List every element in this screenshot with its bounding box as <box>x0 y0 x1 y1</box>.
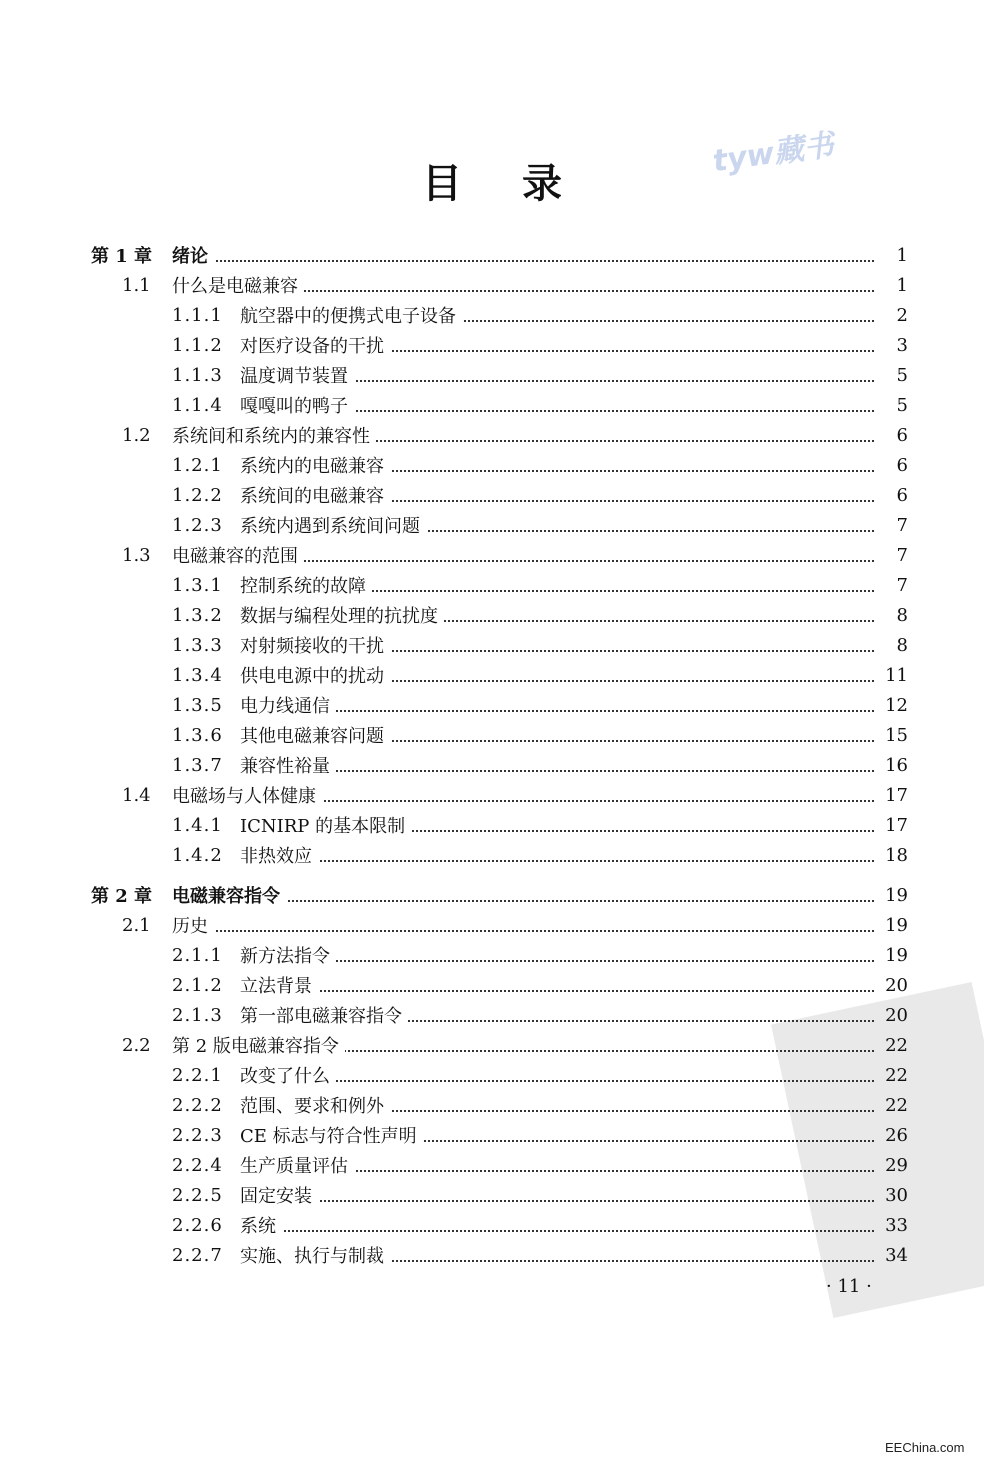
toc-entry-number: 1.4 <box>122 784 151 806</box>
toc-entry-number: 2.1.1 <box>172 944 223 966</box>
toc-entry-page: 3 <box>896 334 908 356</box>
toc-entry-page: 22 <box>885 1064 908 1086</box>
toc-entry-title: 对射频接收的干扰 <box>240 632 390 658</box>
toc-entry[interactable] <box>0 970 984 1000</box>
toc-entry[interactable] <box>0 1120 984 1150</box>
toc-entry-page: 6 <box>896 484 908 506</box>
toc-entry[interactable] <box>0 330 984 360</box>
toc-entry-title: ICNIRP 的基本限制 <box>240 812 411 838</box>
toc-entry-page: 19 <box>885 884 908 906</box>
toc-entry-page: 17 <box>885 784 908 806</box>
toc-entry-page: 6 <box>896 424 908 446</box>
toc-entry[interactable] <box>0 450 984 480</box>
toc-entry[interactable] <box>0 600 984 630</box>
watermark: tyw藏书 <box>710 127 836 180</box>
toc-entry-title: 系统间和系统内的兼容性 <box>172 422 376 448</box>
toc-entry-page: 26 <box>885 1124 908 1146</box>
toc-entry-number: 1.2 <box>122 424 151 446</box>
toc-entry-number: 2.2.6 <box>172 1214 223 1236</box>
toc-entry-title: 温度调节装置 <box>240 362 354 388</box>
toc-entry-title: 改变了什么 <box>240 1062 336 1088</box>
toc-entry-page: 33 <box>885 1214 908 1236</box>
toc-entry-page: 22 <box>885 1034 908 1056</box>
toc-entry-page: 8 <box>896 604 908 626</box>
toc-entry-page: 17 <box>885 814 908 836</box>
toc-entry-page: 20 <box>885 974 908 996</box>
toc-entry-page: 22 <box>885 1094 908 1116</box>
toc-entry[interactable] <box>0 420 984 450</box>
toc-entry-title: 非热效应 <box>240 842 318 868</box>
toc-entry-page: 6 <box>896 454 908 476</box>
toc-entry-title: 对医疗设备的干扰 <box>240 332 390 358</box>
toc-entry-title: 兼容性裕量 <box>240 752 336 778</box>
toc-entry[interactable] <box>0 570 984 600</box>
toc-entry-title: 范围、要求和例外 <box>240 1092 390 1118</box>
toc-entry-number: 第 1 章 <box>91 246 153 267</box>
toc-entry[interactable] <box>0 1000 984 1030</box>
toc-entry[interactable] <box>0 660 984 690</box>
toc-entry-title: 新方法指令 <box>240 942 336 968</box>
toc-entry-number: 2.2.3 <box>172 1124 223 1146</box>
toc-entry-title: 第一部电磁兼容指令 <box>240 1002 408 1028</box>
toc-entry-number: 1.3.5 <box>172 694 223 716</box>
toc-entry[interactable] <box>0 240 984 270</box>
toc-entry[interactable] <box>0 1180 984 1210</box>
toc-entry[interactable] <box>0 1030 984 1060</box>
toc-entry[interactable] <box>0 390 984 420</box>
toc-entry-title: 历史 <box>172 912 214 938</box>
toc-entry-page: 1 <box>896 274 908 296</box>
toc-entry-page: 5 <box>896 364 908 386</box>
toc-entry-number: 1.4.1 <box>172 814 223 836</box>
toc-entry-number: 1.3.1 <box>172 574 223 596</box>
toc-entry[interactable] <box>0 750 984 780</box>
toc-entry-page: 15 <box>885 724 908 746</box>
site-mark: EEChina.com <box>885 1440 965 1455</box>
toc-entry-page: 8 <box>896 634 908 656</box>
toc-entry-title: 固定安装 <box>240 1182 318 1208</box>
toc-entry[interactable] <box>0 720 984 750</box>
toc-entry-page: 29 <box>885 1154 908 1176</box>
toc-entry-page: 11 <box>885 664 908 686</box>
toc-entry-number: 2.2.5 <box>172 1184 223 1206</box>
toc-entry[interactable] <box>0 540 984 570</box>
toc-entry-number: 1.3.4 <box>172 664 223 686</box>
toc-entry-number: 1.2.2 <box>172 484 223 506</box>
toc-entry[interactable] <box>0 810 984 840</box>
toc-entry-page: 19 <box>885 914 908 936</box>
toc-entry[interactable] <box>0 360 984 390</box>
toc-entry-title: 立法背景 <box>240 972 318 998</box>
toc-entry[interactable] <box>0 510 984 540</box>
toc-entry-number: 1.1.1 <box>172 304 223 326</box>
toc-entry[interactable] <box>0 480 984 510</box>
toc-entry[interactable] <box>0 1240 984 1270</box>
toc-entry-page: 16 <box>885 754 908 776</box>
toc-entry-title: 数据与编程处理的抗扰度 <box>240 602 444 628</box>
toc-entry-number: 2.2 <box>122 1034 151 1056</box>
toc-entry-number: 1.3 <box>122 544 151 566</box>
toc-entry[interactable] <box>0 1150 984 1180</box>
toc-entry-title: 生产质量评估 <box>240 1152 354 1178</box>
toc-entry-title: 电磁兼容指令 <box>172 882 286 908</box>
toc-entry[interactable] <box>0 780 984 810</box>
table-of-contents <box>0 240 984 1270</box>
toc-entry-page: 7 <box>896 514 908 536</box>
toc-entry[interactable] <box>0 1060 984 1090</box>
toc-entry-number: 2.1 <box>122 914 151 936</box>
toc-entry-number: 1.3.6 <box>172 724 223 746</box>
toc-entry[interactable] <box>0 270 984 300</box>
toc-entry-number: 1.4.2 <box>172 844 223 866</box>
toc-entry-number: 2.1.2 <box>172 974 223 996</box>
toc-entry-number: 2.2.1 <box>172 1064 223 1086</box>
toc-entry-title: 供电电源中的扰动 <box>240 662 390 688</box>
toc-entry-title: 电磁场与人体健康 <box>172 782 322 808</box>
toc-entry-page: 30 <box>885 1184 908 1206</box>
toc-entry-page: 1 <box>896 244 908 266</box>
toc-entry-title: CE 标志与符合性声明 <box>240 1122 423 1148</box>
toc-entry-page: 19 <box>885 944 908 966</box>
toc-entry-title: 电磁兼容的范围 <box>172 542 304 568</box>
dot-leader <box>240 1198 874 1202</box>
toc-entry-page: 5 <box>896 394 908 416</box>
toc-entry[interactable] <box>0 880 984 910</box>
toc-entry-title: 控制系统的故障 <box>240 572 372 598</box>
dot-leader <box>240 1228 874 1232</box>
toc-entry-number: 1.1.4 <box>172 394 223 416</box>
toc-entry-title: 系统内遇到系统间问题 <box>240 512 426 538</box>
page-number: · 11 · <box>826 1276 872 1297</box>
dot-leader <box>240 858 874 862</box>
toc-entry-title: 第 2 版电磁兼容指令 <box>172 1032 345 1058</box>
toc-entry-title: 绪论 <box>172 242 214 268</box>
toc-entry-number: 1.3.3 <box>172 634 223 656</box>
toc-entry[interactable] <box>0 1210 984 1240</box>
toc-entry[interactable] <box>0 1090 984 1120</box>
toc-entry-number: 2.1.3 <box>172 1004 223 1026</box>
toc-entry-title: 系统间的电磁兼容 <box>240 482 390 508</box>
page-title: 目录 <box>422 161 622 207</box>
dot-leader <box>172 928 874 932</box>
toc-entry-number: 1.2.1 <box>172 454 223 476</box>
toc-entry-number: 1.1.3 <box>172 364 223 386</box>
toc-entry-title: 航空器中的便携式电子设备 <box>240 302 462 328</box>
toc-entry[interactable] <box>0 630 984 660</box>
toc-entry[interactable] <box>0 300 984 330</box>
toc-entry-title: 其他电磁兼容问题 <box>240 722 390 748</box>
toc-entry-number: 第 2 章 <box>91 886 153 907</box>
toc-entry[interactable] <box>0 910 984 940</box>
toc-entry-title: 什么是电磁兼容 <box>172 272 304 298</box>
toc-entry-number: 1.3.2 <box>172 604 223 626</box>
toc-entry-number: 2.2.4 <box>172 1154 223 1176</box>
toc-entry-number: 1.2.3 <box>172 514 223 536</box>
toc-entry-page: 20 <box>885 1004 908 1026</box>
toc-entry-number: 1.1.2 <box>172 334 223 356</box>
toc-entry-number: 1.3.7 <box>172 754 223 776</box>
toc-entry-number: 2.2.7 <box>172 1244 223 1266</box>
toc-entry-number: 1.1 <box>122 274 151 296</box>
toc-entry[interactable] <box>0 840 984 870</box>
toc-entry-title: 系统 <box>240 1212 282 1238</box>
toc-entry-page: 7 <box>896 544 908 566</box>
toc-entry-title: 系统内的电磁兼容 <box>240 452 390 478</box>
toc-entry-page: 2 <box>896 304 908 326</box>
toc-entry-page: 34 <box>885 1244 908 1266</box>
toc-entry-title: 嘎嘎叫的鸭子 <box>240 392 354 418</box>
toc-entry-page: 7 <box>896 574 908 596</box>
toc-entry-page: 12 <box>885 694 908 716</box>
toc-entry-title: 电力线通信 <box>240 692 336 718</box>
dot-leader <box>240 988 874 992</box>
toc-entry-page: 18 <box>885 844 908 866</box>
toc-entry-title: 实施、执行与制裁 <box>240 1242 390 1268</box>
toc-entry-number: 2.2.2 <box>172 1094 223 1116</box>
toc-entry[interactable] <box>0 690 984 720</box>
dot-leader <box>172 258 874 262</box>
toc-entry[interactable] <box>0 940 984 970</box>
